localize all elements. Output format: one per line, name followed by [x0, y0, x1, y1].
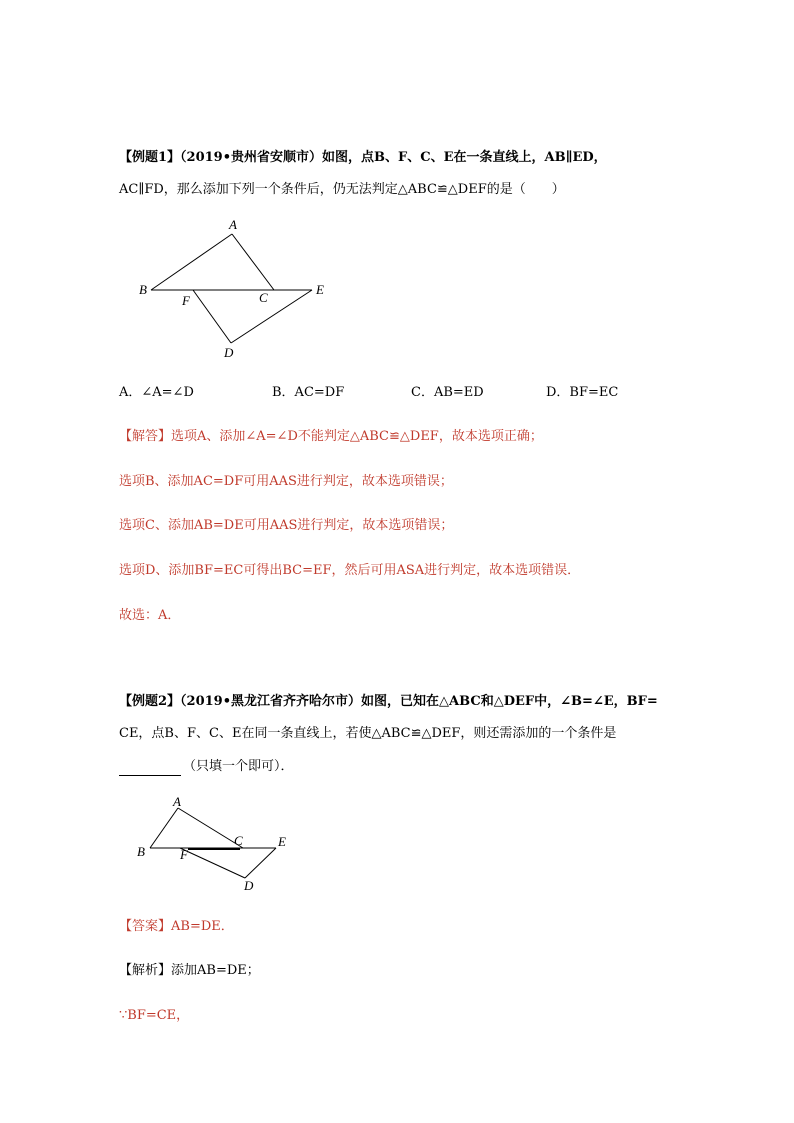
example2-analysis-line1: 【解析】添加AB=DE；	[119, 963, 260, 978]
point-label-e: E	[316, 282, 324, 297]
example2-analysis-line2: ∵BF=CE，	[119, 1008, 190, 1023]
example2-question-line1: 【例题2】（2019•黑龙江省齐齐哈尔市）如图，已知在△ABC和△DEF中，∠B=∠E，BF=	[119, 694, 658, 709]
point-label-f: F	[180, 847, 188, 862]
example1-solution-line1: 【解答】选项A、添加∠A=∠D不能判定△ABC≌△DEF，故本选项正确；	[119, 429, 543, 444]
example1-question-line2: AC∥FD，那么添加下列一个条件后，仍无法判定△ABC≌△DEF的是（ ）	[119, 182, 565, 197]
example2-answer: 【答案】AB=DE．	[119, 919, 234, 934]
example1-solution-line3: 选项C、添加AB=DE可用AAS进行判定，故本选项错误；	[119, 518, 454, 533]
point-label-b: B	[139, 282, 147, 297]
example1-question-line1: 【例题1】（2019•贵州省安顺市）如图，点B、F、C、E在一条直线上，AB∥ED，	[119, 150, 607, 165]
point-label-d: D	[244, 878, 254, 893]
example1-solution-line2: 选项B、添加AC=DF可用AAS进行判定，故本选项错误；	[119, 474, 453, 489]
example2-question-line2: CE，点B、F、C、E在同一条直线上，若使△ABC≌△DEF，则还需添加的一个条件是	[119, 726, 617, 741]
segment-de	[245, 848, 276, 878]
example1-option-a[interactable]: A．∠A=∠D	[119, 385, 194, 400]
point-label-c: C	[259, 290, 268, 305]
point-label-b: B	[137, 844, 145, 859]
point-label-e: E	[278, 834, 286, 849]
example1-solution-line4: 选项D、添加BF=EC可得出BC=EF，然后可用ASA进行判定，故本选项错误．	[119, 563, 581, 578]
example1-option-d[interactable]: D．BF=EC	[546, 385, 619, 400]
point-label-c: C	[234, 833, 243, 848]
point-label-d: D	[224, 345, 234, 360]
example1-option-c[interactable]: C．AB=ED	[411, 385, 484, 400]
segment-fd	[180, 848, 245, 878]
example1-solution-choice: 故选：A．	[119, 608, 181, 623]
example1-option-b[interactable]: B．AC=DF	[272, 385, 345, 400]
point-label-a: A	[229, 217, 237, 232]
segment-ab	[150, 808, 178, 848]
example2-question-line3-text: （只填一个即可）．	[183, 759, 294, 774]
point-label-f: F	[182, 293, 190, 308]
point-label-a: A	[173, 794, 181, 809]
